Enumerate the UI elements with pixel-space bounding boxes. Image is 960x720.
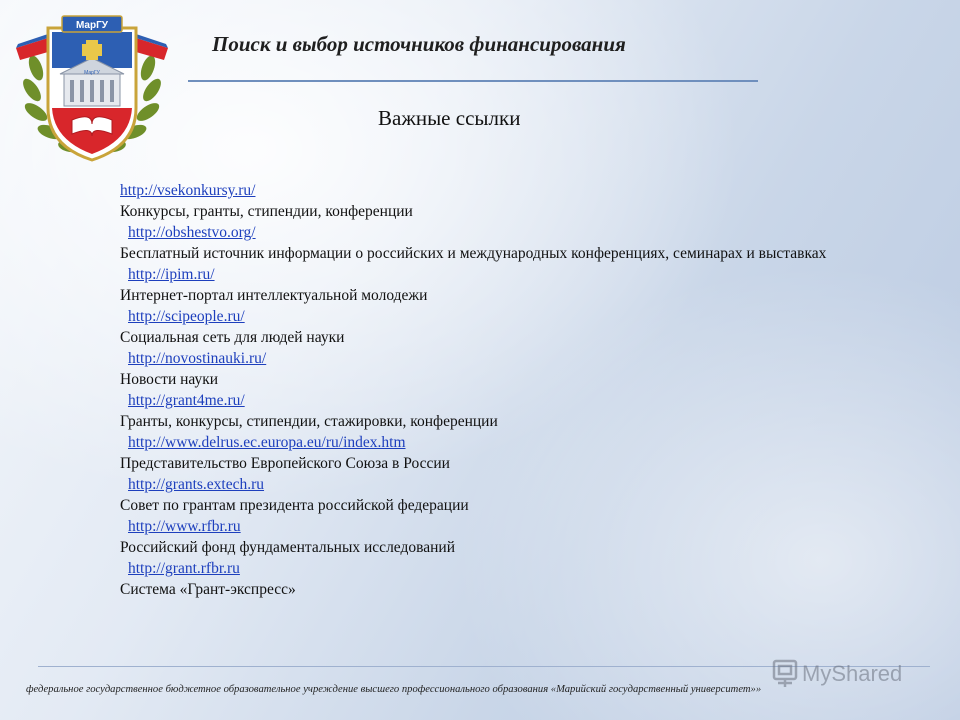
link-entry	[120, 180, 900, 222]
university-logo	[8, 8, 176, 168]
link-delrus[interactable]: http://www.delrus.ec.europa.eu/ru/index.htm	[128, 434, 406, 451]
link-entry	[120, 348, 900, 390]
link-description: Российский фонд фундаментальных исследований	[120, 539, 455, 556]
page-title: Поиск и выбор источников финансирования	[212, 32, 626, 56]
section-subtitle: Важные ссылки	[378, 106, 521, 130]
link-vsekonkursy[interactable]: http://vsekonkursy.ru/	[120, 182, 256, 199]
svg-text:МарГУ: МарГУ	[84, 70, 100, 76]
link-entry	[120, 516, 900, 558]
links-list	[120, 180, 900, 600]
link-novostinauki[interactable]: http://novostinauki.ru/	[128, 350, 267, 367]
link-grants-extech[interactable]: http://grants.extech.ru	[128, 476, 265, 493]
link-entry	[120, 432, 900, 474]
link-description: Новости науки	[120, 371, 219, 388]
link-ipim[interactable]: http://ipim.ru/	[128, 266, 215, 283]
link-grant-rfbr[interactable]: http://grant.rfbr.ru	[128, 560, 240, 577]
link-description: Система «Грант-экспресс»	[120, 581, 296, 598]
svg-text:MyShared: MyShared	[802, 661, 903, 686]
svg-text:МарГУ: МарГУ	[75, 20, 109, 31]
link-entry	[120, 264, 900, 306]
title-divider	[188, 80, 758, 82]
link-entry	[120, 222, 900, 264]
link-entry	[120, 390, 900, 432]
link-obshestvo[interactable]: http://obshestvo.org/	[128, 224, 256, 241]
link-scipeople[interactable]: http://scipeople.ru/	[128, 308, 245, 325]
link-entry	[120, 474, 900, 516]
link-description: Конкурсы, гранты, стипендии, конференции	[120, 203, 413, 220]
link-description: Социальная сеть для людей науки	[120, 329, 345, 346]
link-description: Бесплатный источник информации о российских и международных конференциях, семинарах и выставках	[120, 245, 827, 262]
footer-text: федеральное государственное бюджетное образовательное учреждение высшего профессионального образования «Марийский государственный университет»»	[26, 684, 762, 695]
link-description: Интернет-портал интеллектуальной молодежи	[120, 287, 428, 304]
link-entry	[120, 558, 900, 600]
link-rfbr[interactable]: http://www.rfbr.ru	[128, 518, 241, 535]
link-entry	[120, 306, 900, 348]
link-description: Представительство Европейского Союза в России	[120, 455, 450, 472]
link-description: Гранты, конкурсы, стипендии, стажировки, конференции	[120, 413, 498, 430]
link-description: Совет по грантам президента российской федерации	[120, 497, 469, 514]
link-grant4me[interactable]: http://grant4me.ru/	[128, 392, 245, 409]
